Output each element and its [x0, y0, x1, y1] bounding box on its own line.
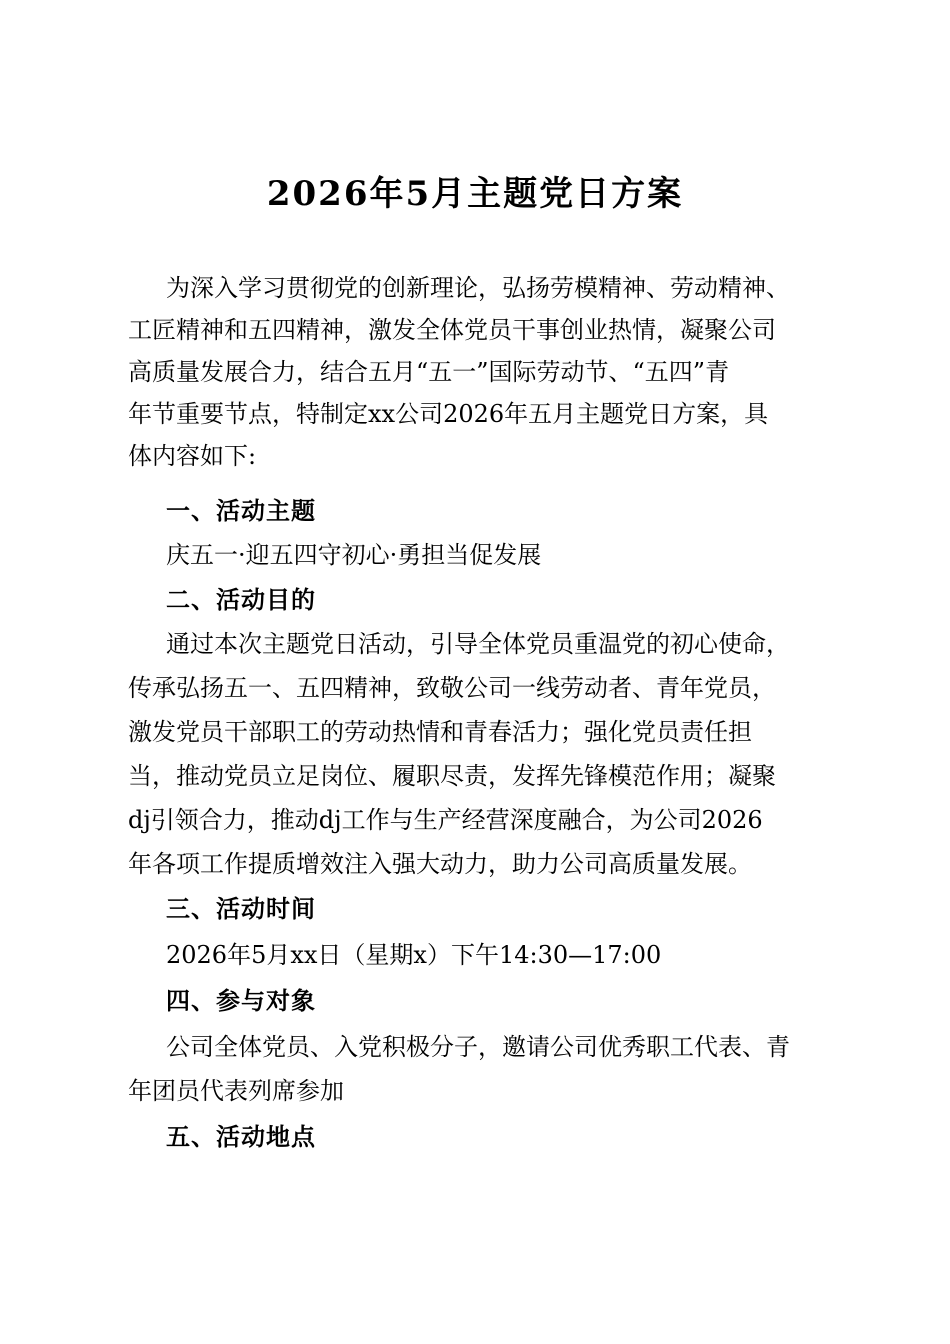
section-text: 激发党员干部职工的劳动热情和青春活力；强化党员责任担 — [128, 718, 752, 746]
intro-line: 为深入学习贯彻党的创新理论，弘扬劳模精神、劳动精神、 — [166, 274, 790, 302]
section-heading-time: 三、活动时间 — [166, 894, 316, 923]
section-text: 当，推动党员立足岗位、履职尽责，发挥先锋模范作用；凝聚 — [128, 762, 776, 790]
section-heading-location: 五、活动地点 — [166, 1122, 316, 1151]
section-text: 公司全体党员、入党积极分子，邀请公司优秀职工代表、青 — [166, 1033, 790, 1061]
intro-line: 高质量发展合力，结合五月“五一”国际劳动节、“五四”青 — [128, 358, 730, 386]
section-text: 2026年5月xx日（星期x）下午14:30—17:00 — [166, 941, 662, 969]
section-text: 庆五一·迎五四守初心·勇担当促发展 — [166, 541, 542, 569]
section-text: dj引领合力，推动dj工作与生产经营深度融合，为公司2026 — [128, 806, 763, 834]
intro-line: 年节重要节点，特制定xx公司2026年五月主题党日方案，具 — [128, 400, 769, 428]
section-text: 通过本次主题党日活动，引导全体党员重温党的初心使命， — [166, 630, 790, 658]
intro-line: 体内容如下: — [128, 442, 257, 470]
section-heading-purpose: 二、活动目的 — [166, 585, 316, 614]
document-title: 2026年5月主题党日方案 — [266, 174, 684, 214]
section-text: 年各项工作提质增效注入强大动力，助力公司高质量发展。 — [128, 850, 752, 878]
section-heading-theme: 一、活动主题 — [166, 496, 316, 525]
section-text: 传承弘扬五一、五四精神，致敬公司一线劳动者、青年党员， — [128, 674, 776, 702]
section-text: 年团员代表列席参加 — [128, 1077, 344, 1105]
intro-line: 工匠精神和五四精神，激发全体党员干事创业热情，凝聚公司 — [128, 316, 776, 344]
section-heading-participants: 四、参与对象 — [166, 986, 316, 1015]
